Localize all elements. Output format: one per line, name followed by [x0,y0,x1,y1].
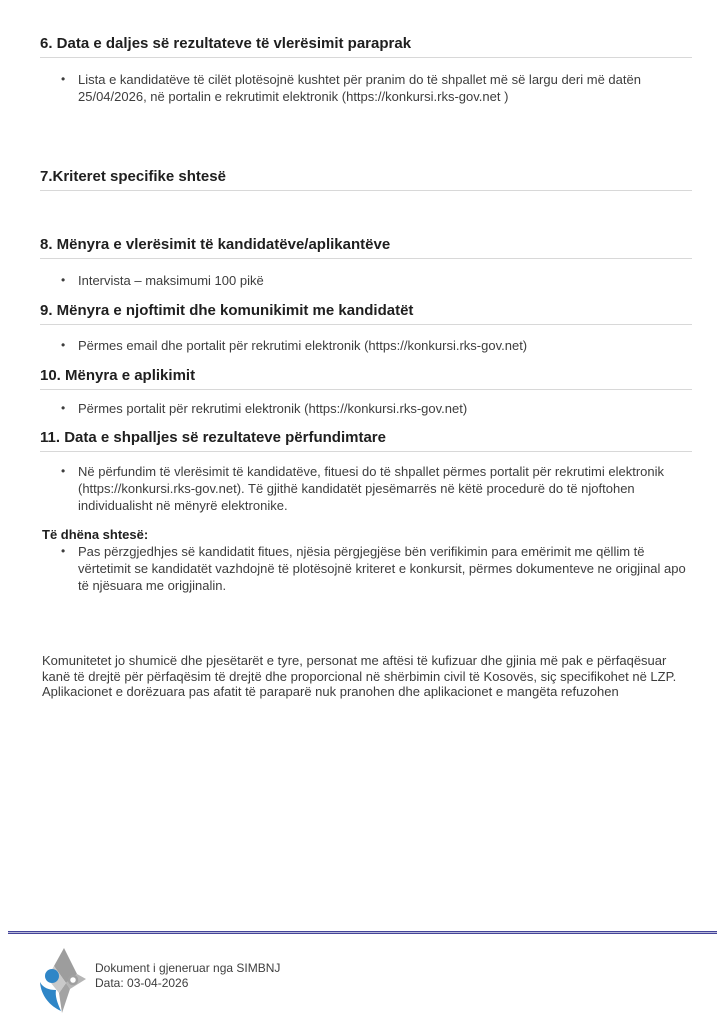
list-item [40,543,692,594]
list-item [40,71,692,105]
bullet-icon: • [61,544,66,558]
section-7-heading: 7.Kriteret specifike shtesë [40,167,692,191]
section-10-heading: 10. Mënyra e aplikimit [40,366,692,390]
list-item [40,272,692,289]
bullet-text: Intervista – maksimumi 100 pikë [78,273,264,288]
bullet-icon: • [61,338,66,352]
section-11-heading: 11. Data e shpalljes së rezultateve përfundimtare [40,428,692,452]
bullet-text: Përmes email dhe portalit për rekrutimi elektronik (https://konkursi.rks-gov.net) [78,338,528,353]
section-8-heading: 8. Mënyra e vlerësimit të kandidatëve/aplikantëve [40,235,692,259]
bullet-text: Përmes portalit për rekrutimi elektronik (https://konkursi.rks-gov.net) [78,401,468,416]
bullet-text: Pas përzgjedhjes së kandidatit fitues, njësia përgjegjëse bën verifikimin para emërimit me qëllim të vërtetimit se kandidatët vazhdojnë të plotësojnë kriteret e konkursit, përmes dokumenteve ne origjinal apo të njësuara me origjinalin. [78,544,686,593]
list-item [40,337,692,354]
bullet-text: Lista e kandidatëve të cilët plotësojnë kushtet për pranim do të shpallet më së largu deri më datën 25/04/2026, në portalin e rekrutimit elektronik (https://konkursi.rks-gov.net ) [78,72,641,104]
footer-generated-text: Dokument i gjeneruar nga SIMBNJ [95,961,281,975]
closing-paragraph-applications: Aplikacionet e dorëzuara pas afatit të paraparë nuk pranohen dhe aplikacionet e mangëta refuzohen [42,684,619,699]
bullet-icon: • [61,464,66,478]
list-item [40,400,692,417]
closing-paragraph-communities: Komunitetet jo shumicë dhe pjesëtarët e tyre, personat me aftësi të kufizuar dhe gjinia më pak e përfaqësuar kanë të drejtë për përfaqësim të drejtë dhe proporcional në shërbimin civil të Kosovës, siç specifikohet në LZP. [42,653,677,684]
bullet-text: Në përfundim të vlerësimit të kandidatëve, fituesi do të shpallet përmes portalit për rekrutimi elektronik (https://konkursi.rks-gov.net). Të gjithë kandidatët pjesëmarrës në këtë procedurë do të njoftohen individualisht në mënyrë elektronike. [78,464,664,513]
section-6-heading: 6. Data e daljes së rezultateve të vlerësimit paraprak [40,34,692,58]
bullet-icon: • [61,273,66,287]
simbnj-logo-icon [33,947,88,1015]
list-item [40,463,692,514]
bullet-icon: • [61,401,66,415]
closing-paragraphs [42,653,697,700]
additional-data-heading: Të dhëna shtesë: [42,527,149,542]
section-9-heading: 9. Mënyra e njoftimit dhe komunikimit me kandidatët [40,301,692,325]
simbnj-logo [33,947,88,1020]
bullet-icon: • [61,72,66,86]
footer-date-text: Data: 03-04-2026 [95,976,189,990]
footer-divider [8,931,717,934]
footer-text-block [95,961,280,991]
